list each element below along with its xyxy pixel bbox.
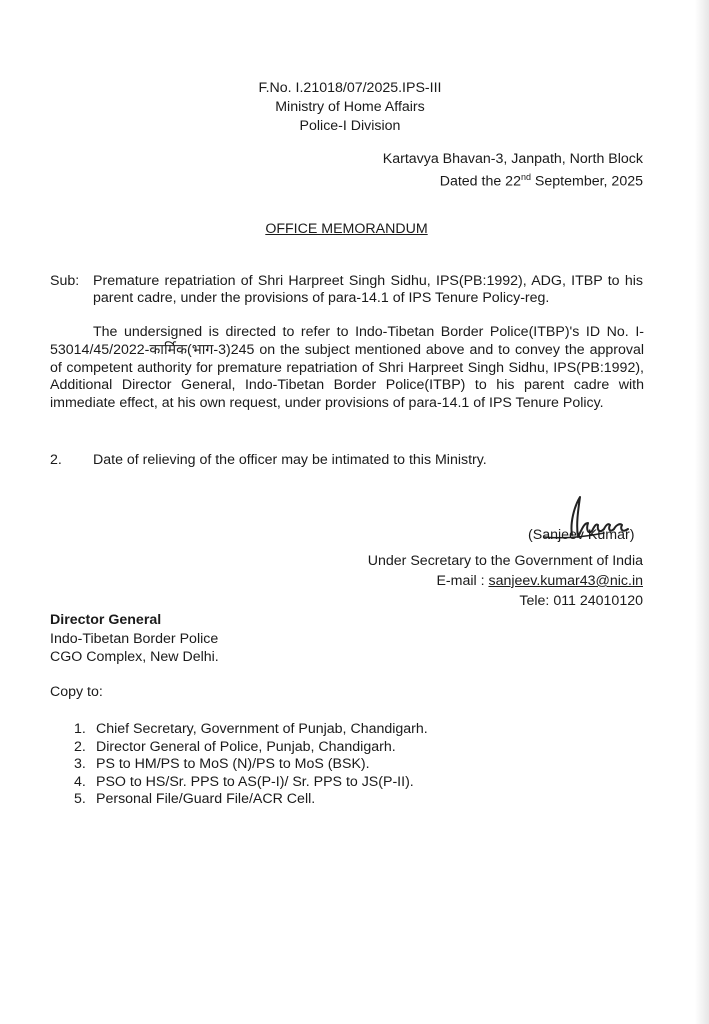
paragraph-2-number: 2. bbox=[50, 452, 62, 468]
list-item: 5. Personal File/Guard File/ACR Cell. bbox=[74, 791, 316, 808]
list-item: 4. PSO to HS/Sr. PPS to AS(P-I)/ Sr. PPS to JS(P-II). bbox=[74, 773, 414, 790]
memo-title: OFFICE MEMORANDUM bbox=[265, 221, 428, 237]
memo-date: Dated the 22nd September, 2025 bbox=[439, 172, 643, 190]
list-item: 1. Chief Secretary, Government of Punjab, Chandigarh. bbox=[74, 721, 428, 737]
signatory-telephone: Tele: 011 24010120 bbox=[519, 593, 643, 609]
division-name: Police-I Division bbox=[299, 118, 401, 134]
address-date-block bbox=[382, 151, 643, 190]
paragraph-2-text: Date of relieving of the officer may be intimated to this Ministry. bbox=[93, 452, 487, 468]
addressee-location: CGO Complex, New Delhi. bbox=[50, 649, 219, 665]
email-link[interactable]: sanjeev.kumar43@nic.in bbox=[488, 573, 643, 589]
paragraph-1: The undersigned is directed to refer to Indo-Tibetan Border Police(ITBP)'s ID No. I-53014/45/2022-कार्मिक(भाग-3)245 on the subject mentioned above and to convey the approval of competent authority for premature repatriation of Shri Harpreet Singh Sidhu, IPS(PB:1992), Additional Director General, Indo-Tibetan Border Police(ITBP) to his parent cadre with immediate effect, at his own request, under provisions of para-14.1 of IPS Tenure Policy. bbox=[50, 324, 644, 412]
letterhead bbox=[180, 80, 520, 137]
copy-to-list bbox=[50, 721, 428, 809]
addressee-block bbox=[50, 612, 219, 668]
list-item: 3. PS to HM/PS to MoS (N)/PS to MoS (BSK). bbox=[74, 756, 370, 773]
file-number: F.No. I.21018/07/2025.IPS-III bbox=[258, 80, 442, 96]
addressee-title: Director General bbox=[50, 612, 162, 628]
ministry-name: Ministry of Home Affairs bbox=[275, 99, 425, 115]
signatory-name: (Sanjeev Kumar) bbox=[528, 527, 635, 543]
signatory-email: E-mail : sanjeev.kumar43@nic.in bbox=[436, 573, 643, 589]
addressee-org: Indo-Tibetan Border Police bbox=[50, 630, 219, 647]
list-item: 2. Director General of Police, Punjab, Chandigarh. bbox=[74, 738, 396, 755]
page-edge-shadow bbox=[695, 0, 709, 1024]
office-address: Kartavya Bhavan-3, Janpath, North Block bbox=[382, 151, 643, 167]
subject-text: Premature repatriation of Shri Harpreet Singh Sidhu, IPS(PB:1992), ADG, ITBP to his parent cadre, under the provisions of para-14.1 of IPS Tenure Policy-reg. bbox=[93, 273, 643, 306]
copy-to-label: Copy to: bbox=[50, 684, 103, 700]
subject-label: Sub: bbox=[50, 273, 80, 289]
signatory-designation: Under Secretary to the Government of India bbox=[367, 553, 643, 569]
